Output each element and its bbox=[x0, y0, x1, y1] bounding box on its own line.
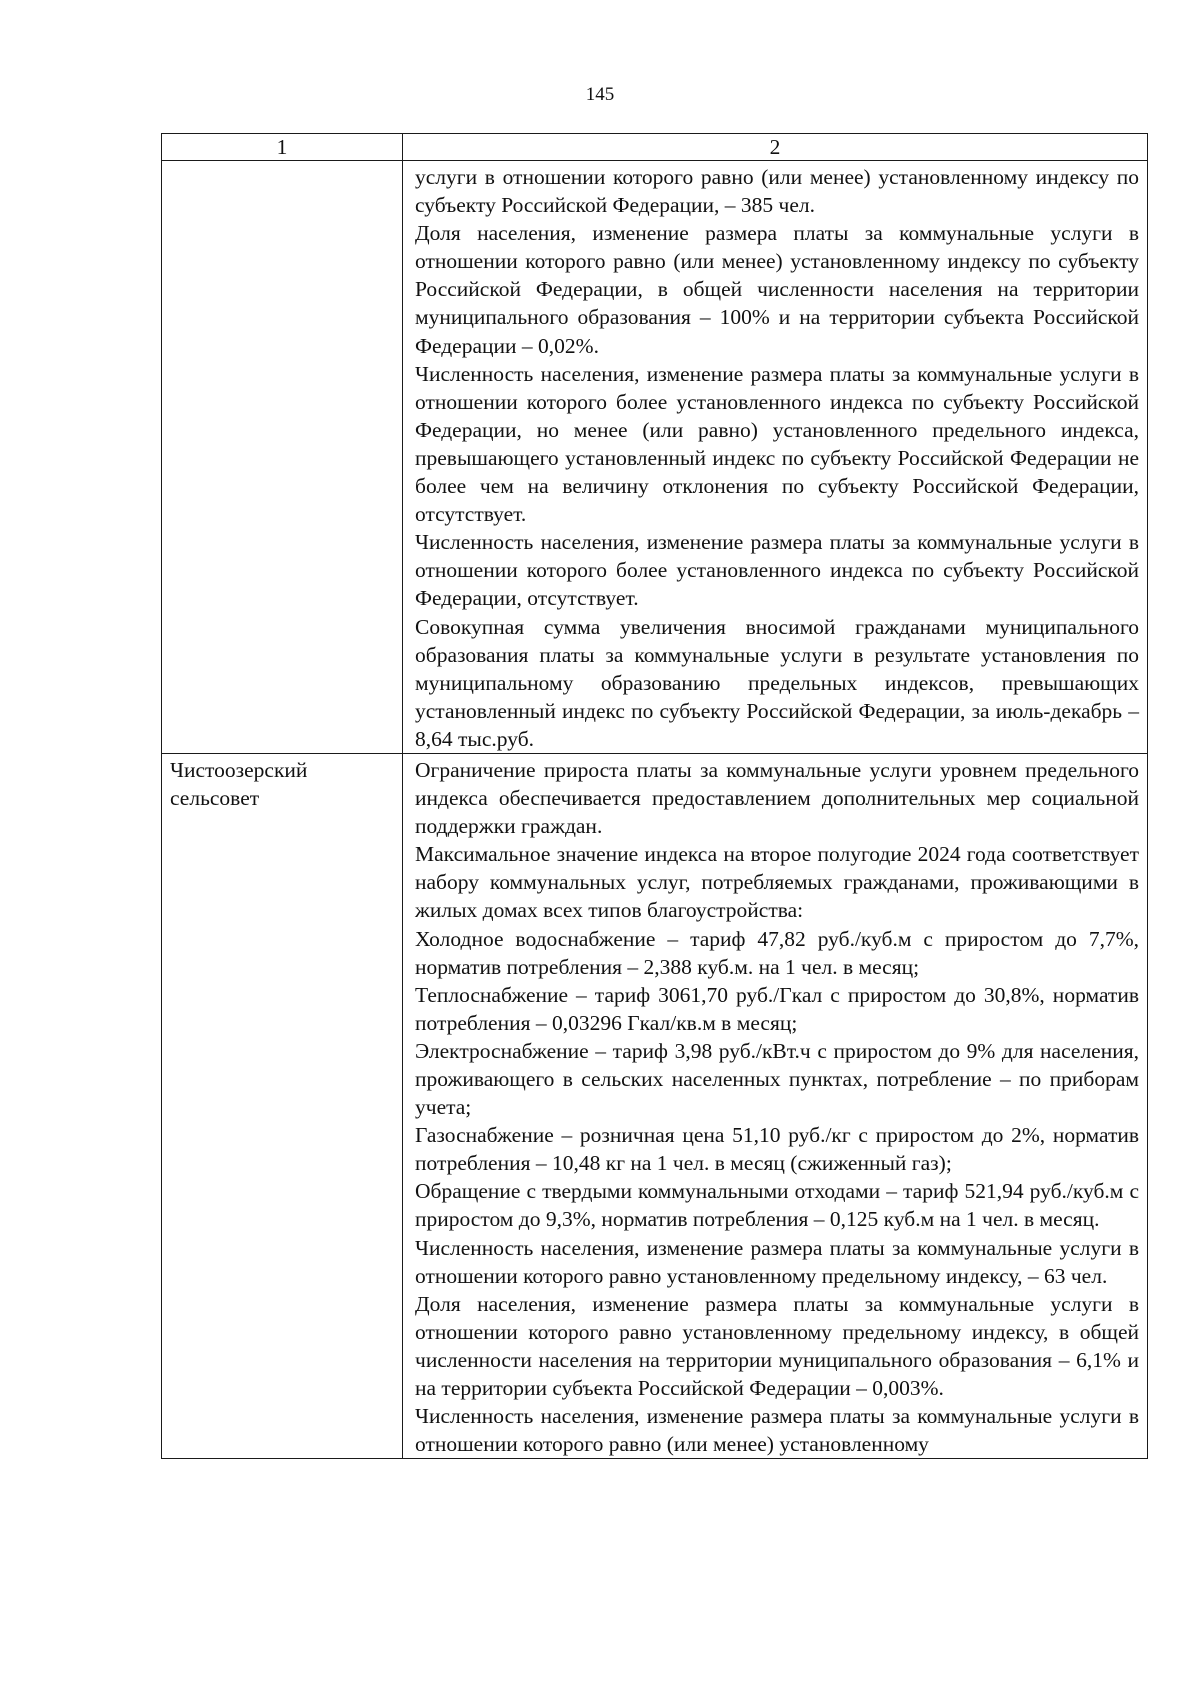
page-number: 145 bbox=[585, 84, 615, 105]
main-table bbox=[161, 133, 1148, 1459]
paragraph: Холодное водоснабжение – тариф 47,82 руб./куб.м с приростом до 7,7%, норматив потребления – 2,388 куб.м. на 1 чел. в месяц; bbox=[415, 926, 1139, 979]
paragraph: услуги в отношении которого равно (или менее) установленному индексу по субъекту Российской Федерации, – 385 чел. bbox=[415, 165, 1139, 218]
table-row bbox=[162, 161, 1148, 754]
paragraph: Теплоснабжение – тариф 3061,70 руб./Гкал с приростом до 30,8%, норматив потребления – 0,03296 Гкал/кв.м в месяц; bbox=[415, 982, 1139, 1035]
municipality-cell: Чистоозерский сельсовет bbox=[162, 753, 403, 1458]
paragraph: Электроснабжение – тариф 3,98 руб./кВт.ч с приростом до 9% для населения, проживающего в сельских населенных пунктах, потребление – по приборам учета; bbox=[415, 1038, 1139, 1120]
table-row bbox=[162, 753, 1148, 1458]
paragraph: Максимальное значение индекса на второе полугодие 2024 года соответствует набору коммунальных услуг, потребляемых гражданами, проживающими в жилых домах всех типов благоустройства: bbox=[415, 842, 1139, 923]
paragraph: Численность населения, изменение размера платы за коммунальные услуги в отношении которого более установленного индекса по субъекту Российской Федерации, но менее (или равно) установленного предельного индекса, превышающего установленный индекс по субъекту Российской Федерации не более чем на величину отклонения по субъекту Российской Федерации, отсутствует. bbox=[415, 361, 1139, 527]
description-cell bbox=[403, 161, 1148, 754]
column-header-2: 2 bbox=[403, 134, 1148, 161]
paragraph: Численность населения, изменение размера платы за коммунальные услуги в отношении которого равно установленному предельному индексу, – 63 чел. bbox=[415, 1235, 1139, 1288]
paragraph: Ограничение прироста платы за коммунальные услуги уровнем предельного индекса обеспечивается предоставлением дополнительных мер социальной поддержки граждан. bbox=[415, 757, 1139, 839]
paragraph: Обращение с твердыми коммунальными отходами – тариф 521,94 руб./куб.м с приростом до 9,3%, норматив потребления – 0,125 куб.м на 1 чел. в месяц. bbox=[415, 1179, 1139, 1232]
description-cell bbox=[403, 753, 1148, 1458]
paragraph: Численность населения, изменение размера платы за коммунальные услуги в отношении которого более установленного индекса по субъекту Российской Федерации, отсутствует. bbox=[415, 530, 1139, 611]
paragraph: Газоснабжение – розничная цена 51,10 руб./кг с приростом до 2%, норматив потребления – 10,48 кг на 1 чел. в месяц (сжиженный газ); bbox=[415, 1123, 1139, 1176]
paragraph: Численность населения, изменение размера платы за коммунальные услуги в отношении которого равно (или менее) установленному bbox=[415, 1404, 1139, 1457]
paragraph: Доля населения, изменение размера платы за коммунальные услуги в отношении которого равно установленному предельному индексу, в общей численности населения на территории муниципального образования – 6,1% и на территории субъекта Российской Федерации – 0,003%. bbox=[415, 1291, 1139, 1401]
municipality-cell bbox=[162, 161, 403, 754]
paragraph: Совокупная сумма увеличения вносимой гражданами муниципального образования платы за коммунальные услуги в результате установления по муниципальному образованию предельных индексов, превышающих установленный индекс по субъекту Российской Федерации, за июль-декабрь – 8,64 тыс.руб. bbox=[415, 614, 1139, 751]
table-header-row bbox=[162, 134, 1148, 161]
column-header-1: 1 bbox=[162, 134, 403, 161]
paragraph: Доля населения, изменение размера платы за коммунальные услуги в отношении которого равно (или менее) установленному индексу по субъекту Российской Федерации, в общей численности населения на территории муниципального образования – 100% и на территории субъекта Российской Федерации – 0,02%. bbox=[415, 221, 1139, 358]
